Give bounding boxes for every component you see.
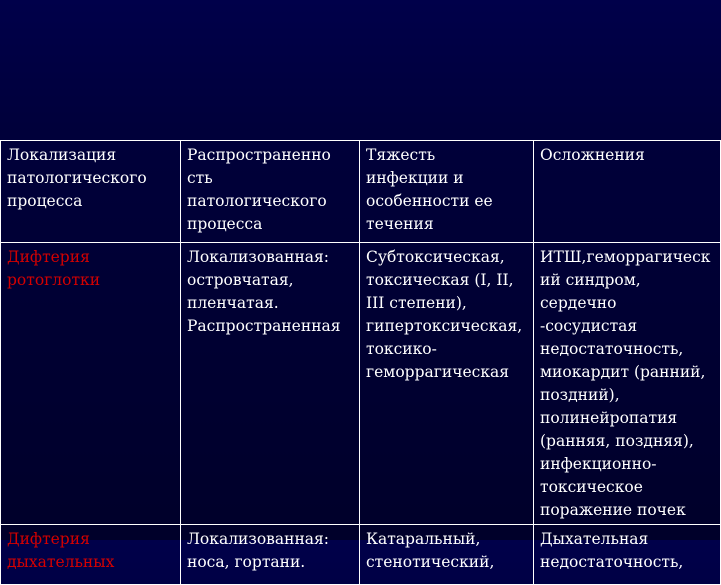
row-severity: Катаральный, стенотический, <box>360 525 534 585</box>
diphtheria-classification-table <box>0 140 721 585</box>
diphtheria-classification-table-container <box>0 140 720 571</box>
header-prevalence: Распространенно сть патологического процесса <box>181 141 360 243</box>
row-prevalence: Локализованная: островчатая, пленчатая. Распространенная <box>181 243 360 525</box>
row-severity: Субтоксическая, токсическая (I, II, III степени), гипертоксическая, токсико- геморрагическая <box>360 243 534 525</box>
table-row <box>1 525 721 585</box>
row-localization: Дифтерия ротоглотки <box>1 243 181 525</box>
table-row <box>1 243 721 525</box>
table-header-row <box>1 141 721 243</box>
header-localization: Локализация патологического процесса <box>1 141 181 243</box>
header-complications: Осложнения <box>534 141 721 243</box>
row-prevalence: Локализованная: носа, гортани. <box>181 525 360 585</box>
row-localization: Дифтерия дыхательных <box>1 525 181 585</box>
row-complications: Дыхательная недостаточность, <box>534 525 721 585</box>
row-complications: ИТШ,геморрагическ ий синдром, сердечно -сосудистая недостаточность, миокардит (ранний, поздний), полинейропатия (ранняя, поздняя), инфекционно- токсическое поражение почек <box>534 243 721 525</box>
header-severity: Тяжесть инфекции и особенности ее течения <box>360 141 534 243</box>
